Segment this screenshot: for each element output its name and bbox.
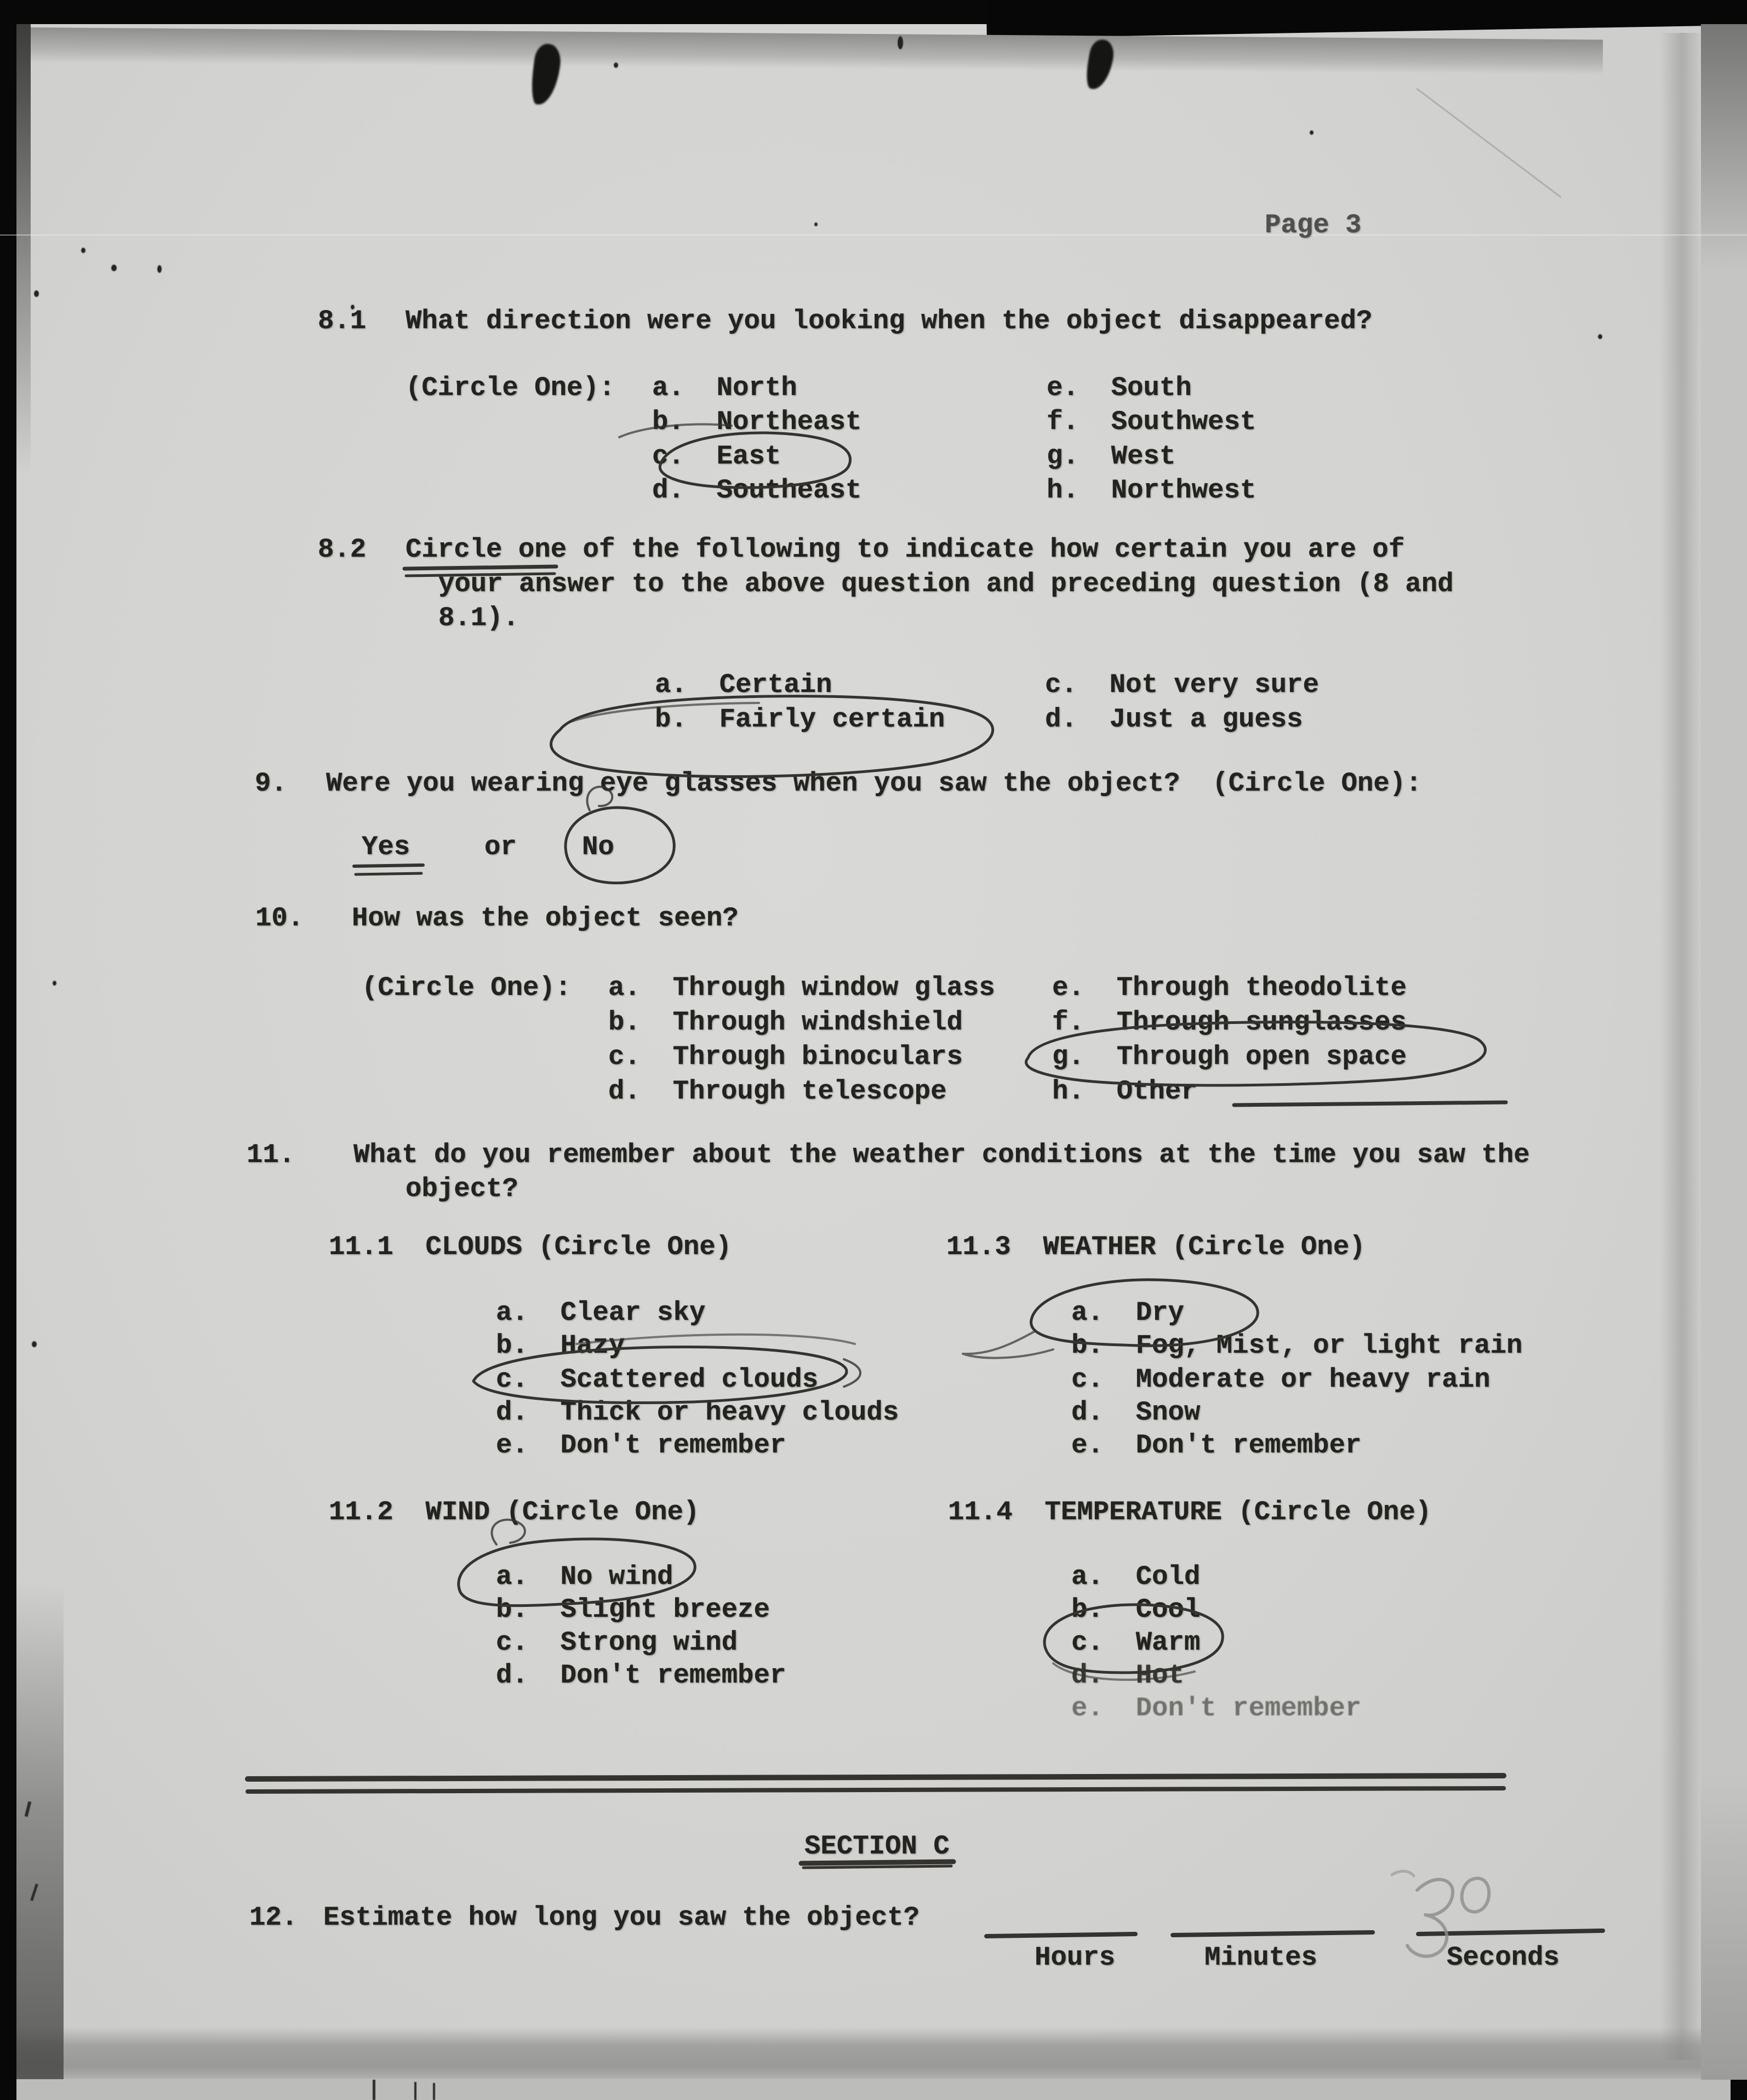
minutes-blank-line[interactable] [1173, 1932, 1373, 1935]
option-11-4-d[interactable]: d. Hot [1071, 1660, 1184, 1691]
q12-minutes-label: Minutes [1204, 1942, 1317, 1973]
q9-or-label: or [484, 832, 517, 862]
option-8-1-f[interactable]: f. Southwest [1047, 407, 1257, 437]
underline-yes [354, 865, 423, 866]
q9-option-no[interactable]: No [582, 832, 614, 862]
underline-yes-2 [356, 873, 421, 874]
circle-mark-dry [1031, 1280, 1258, 1346]
divider-rule-top [248, 1776, 1504, 1779]
circle-mark-scattered-clouds-sweep [576, 1335, 855, 1344]
circle-mark-no-wind-pigtail [492, 1520, 524, 1544]
q8-1-text: What direction were you looking when the object disappeared? [406, 306, 1373, 336]
q8-2-number: 8.2 [318, 534, 367, 565]
option-8-2-d[interactable]: d. Just a guess [1045, 704, 1303, 735]
section-c-title: SECTION C [804, 1831, 950, 1862]
option-8-1-h[interactable]: h. Northwest [1047, 475, 1257, 506]
option-11-1-b[interactable]: b. Hazy [496, 1330, 625, 1361]
option-8-2-a[interactable]: a. Certain [655, 670, 832, 700]
q9-option-yes[interactable]: Yes [362, 832, 410, 862]
option-8-1-a[interactable]: a. North [652, 373, 797, 403]
q11-4-header: 11.4 TEMPERATURE (Circle One) [948, 1497, 1432, 1527]
q11-3-header: 11.3 WEATHER (Circle One) [946, 1232, 1366, 1262]
circle-mark-fairly-certain [551, 696, 993, 777]
option-11-2-c[interactable]: c. Strong wind [496, 1627, 738, 1658]
divider-rule-bottom [248, 1788, 1504, 1792]
q12-hours-label: Hours [1035, 1942, 1116, 1973]
option-11-4-a[interactable]: a. Cold [1071, 1561, 1201, 1592]
option-8-2-c[interactable]: c. Not very sure [1045, 670, 1319, 700]
option-8-1-e[interactable]: e. South [1047, 373, 1192, 403]
circle-mark-warm [1044, 1605, 1223, 1673]
option-11-1-a[interactable]: a. Clear sky [496, 1297, 706, 1328]
q11-line2: object? [406, 1174, 518, 1204]
handwritten-seconds-value [1392, 1871, 1489, 1956]
underline-section-c [801, 1862, 954, 1863]
q9-number: 9. [255, 768, 287, 799]
option-11-4-e[interactable]: e. Don't remember [1071, 1693, 1362, 1724]
circle-mark-no-wind [459, 1539, 695, 1606]
option-11-2-a[interactable]: a. No wind [496, 1561, 673, 1592]
option-11-3-d[interactable]: d. Snow [1071, 1397, 1201, 1428]
option-11-4-b[interactable]: b. Cool [1071, 1594, 1201, 1625]
q8-2-line3: 8.1). [438, 603, 519, 633]
option-10-f[interactable]: f. Through sunglasses [1052, 1007, 1407, 1038]
q8-1-circle-one-label: (Circle One): [406, 373, 615, 403]
option-11-1-d[interactable]: d. Thick or heavy clouds [496, 1397, 899, 1428]
q11-1-header: 11.1 CLOUDS (Circle One) [329, 1232, 732, 1262]
q12-text: Estimate how long you saw the object? [323, 1902, 920, 1933]
option-11-4-c[interactable]: c. Warm [1071, 1627, 1201, 1658]
q9-text: Were you wearing eye glasses when you saw the object? (Circle One): [326, 768, 1422, 799]
q12-number: 12. [249, 1902, 298, 1933]
q8-2-line2: your answer to the above question and preceding question (8 and [438, 569, 1454, 599]
circle-mark-east [660, 433, 850, 488]
option-11-2-b[interactable]: b. Slight breeze [496, 1594, 770, 1625]
option-8-1-b[interactable]: b. Northeast [652, 407, 862, 437]
q8-1-number: 8.1 [318, 306, 367, 336]
q10-circle-one-label: (Circle One): [362, 972, 572, 1003]
underline-circle-one-2 [406, 574, 555, 576]
option-10-c[interactable]: c. Through binoculars [608, 1042, 963, 1072]
underline-section-c-2 [803, 1866, 951, 1868]
option-11-1-e[interactable]: e. Don't remember [496, 1430, 786, 1461]
option-10-g[interactable]: g. Through open space [1052, 1042, 1407, 1072]
option-8-1-d[interactable]: d. Southeast [652, 475, 862, 506]
option-8-2-b[interactable]: b. Fairly certain [655, 704, 945, 735]
underline-circle-one [404, 567, 556, 569]
option-11-2-d[interactable]: d. Don't remember [496, 1660, 786, 1691]
q11-line1: What do you remember about the weather conditions at the time you saw the [353, 1140, 1530, 1170]
circle-mark-open-space [1026, 1022, 1486, 1085]
option-8-1-c[interactable]: c. East [652, 441, 781, 472]
q8-2-line1: Circle one of the following to indicate how certain you are of [406, 534, 1405, 565]
option-11-3-b[interactable]: b. Fog, Mist, or light rain [1071, 1330, 1523, 1361]
option-11-3-c[interactable]: c. Moderate or heavy rain [1071, 1364, 1491, 1395]
option-10-b[interactable]: b. Through windshield [608, 1007, 963, 1038]
circle-mark-scattered-clouds [473, 1347, 847, 1403]
hours-blank-line[interactable] [986, 1934, 1135, 1936]
option-8-1-g[interactable]: g. West [1047, 441, 1176, 472]
other-blank-line[interactable] [1234, 1102, 1506, 1105]
q10-number: 10. [255, 903, 304, 934]
option-10-e[interactable]: e. Through theodolite [1052, 972, 1407, 1003]
option-10-a[interactable]: a. Through window glass [608, 972, 995, 1003]
q11-number: 11. [247, 1140, 295, 1170]
q10-text: How was the object seen? [352, 903, 739, 934]
circle-mark-no [566, 808, 674, 883]
q11-2-header: 11.2 WIND (Circle One) [329, 1497, 700, 1527]
option-11-3-e[interactable]: e. Don't remember [1071, 1430, 1362, 1461]
page-number: Page 3 [1265, 210, 1362, 241]
option-11-3-a[interactable]: a. Dry [1071, 1297, 1184, 1328]
option-10-h[interactable]: h. Other [1052, 1076, 1197, 1107]
option-11-1-c[interactable]: c. Scattered clouds [496, 1364, 819, 1395]
option-10-d[interactable]: d. Through telescope [608, 1076, 947, 1107]
q12-seconds-label: Seconds [1447, 1942, 1560, 1973]
